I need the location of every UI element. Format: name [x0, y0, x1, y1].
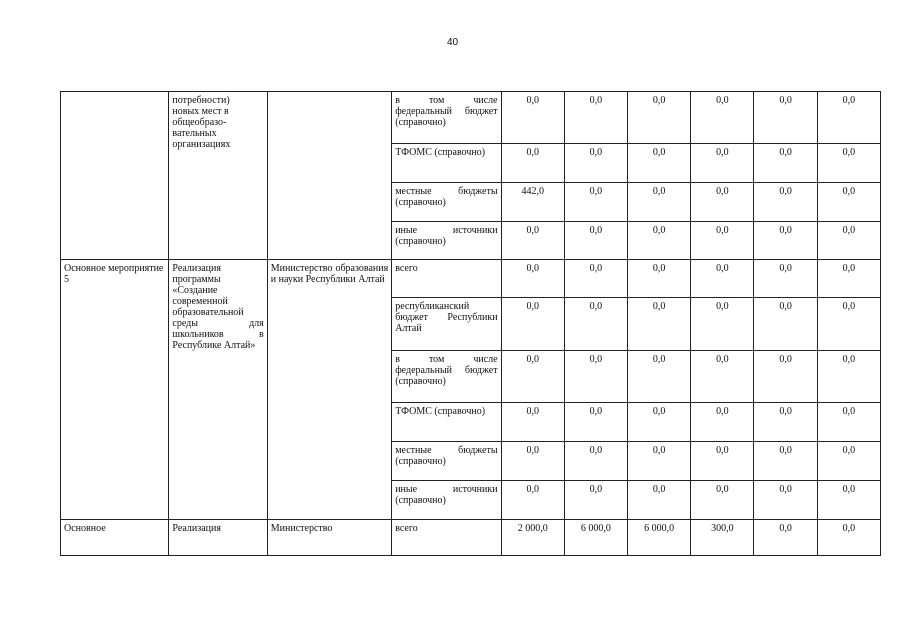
- event-cell: Основное: [61, 520, 169, 556]
- value-cell: 0,0: [754, 403, 817, 442]
- value-cell: 0,0: [691, 351, 754, 403]
- value-cell: 0,0: [754, 144, 817, 183]
- value-cell: 6 000,0: [628, 520, 691, 556]
- value-cell: 6 000,0: [564, 520, 627, 556]
- event-cell: Основное мероприятие 5: [61, 260, 169, 520]
- value-cell: 0,0: [817, 403, 880, 442]
- value-cell: 0,0: [691, 298, 754, 351]
- value-cell: 0,0: [564, 260, 627, 298]
- value-cell: 0,0: [501, 481, 564, 520]
- value-cell: 0,0: [564, 144, 627, 183]
- value-cell: 0,0: [628, 144, 691, 183]
- value-cell: 0,0: [754, 351, 817, 403]
- value-cell: 0,0: [628, 442, 691, 481]
- value-cell: 0,0: [754, 260, 817, 298]
- value-cell: 0,0: [501, 260, 564, 298]
- value-cell: 0,0: [691, 403, 754, 442]
- value-cell: 0,0: [691, 183, 754, 222]
- value-cell: 0,0: [817, 481, 880, 520]
- page-number: 40: [446, 37, 459, 48]
- value-cell: 0,0: [817, 92, 880, 144]
- value-cell: 0,0: [817, 520, 880, 556]
- value-cell: 0,0: [691, 222, 754, 260]
- value-cell: 0,0: [564, 481, 627, 520]
- value-cell: 0,0: [564, 222, 627, 260]
- value-cell: 0,0: [564, 183, 627, 222]
- description-cell: Реализация: [169, 520, 267, 556]
- event-cell: [61, 92, 169, 260]
- value-cell: 0,0: [628, 260, 691, 298]
- value-cell: 0,0: [628, 351, 691, 403]
- funding-source-cell: местные бюджеты (справочно): [392, 183, 501, 222]
- value-cell: 0,0: [817, 442, 880, 481]
- value-cell: 0,0: [754, 298, 817, 351]
- value-cell: 0,0: [754, 183, 817, 222]
- value-cell: 0,0: [691, 442, 754, 481]
- value-cell: 2 000,0: [501, 520, 564, 556]
- value-cell: 0,0: [501, 144, 564, 183]
- description-cell: потребности) новых мест в общеобразо- вательных организациях: [169, 92, 267, 260]
- table-row: [61, 92, 881, 144]
- value-cell: 0,0: [628, 183, 691, 222]
- value-cell: 0,0: [501, 92, 564, 144]
- value-cell: 0,0: [628, 92, 691, 144]
- value-cell: 0,0: [501, 351, 564, 403]
- executor-cell: [267, 92, 391, 260]
- value-cell: 442,0: [501, 183, 564, 222]
- funding-source-cell: в том числе федеральный бюджет (справочно): [392, 92, 501, 144]
- value-cell: 0,0: [817, 222, 880, 260]
- executor-cell: Министерство образования и науки Республики Алтай: [267, 260, 391, 520]
- value-cell: 0,0: [628, 481, 691, 520]
- value-cell: 0,0: [564, 298, 627, 351]
- value-cell: 0,0: [754, 222, 817, 260]
- funding-source-cell: ТФОМС (справочно): [392, 144, 501, 183]
- value-cell: 0,0: [501, 222, 564, 260]
- value-cell: 0,0: [817, 260, 880, 298]
- value-cell: 0,0: [501, 442, 564, 481]
- table-row: [61, 260, 881, 298]
- table-row: [61, 520, 881, 556]
- value-cell: 0,0: [691, 92, 754, 144]
- value-cell: 0,0: [691, 260, 754, 298]
- funding-source-cell: иные источники (справочно): [392, 222, 501, 260]
- value-cell: 0,0: [501, 298, 564, 351]
- funding-source-cell: всего: [392, 520, 501, 556]
- value-cell: 0,0: [817, 351, 880, 403]
- executor-cell: Министерство: [267, 520, 391, 556]
- value-cell: 300,0: [691, 520, 754, 556]
- value-cell: 0,0: [817, 183, 880, 222]
- funding-table: [60, 91, 881, 556]
- value-cell: 0,0: [691, 144, 754, 183]
- value-cell: 0,0: [754, 520, 817, 556]
- funding-source-cell: иные источники (справочно): [392, 481, 501, 520]
- value-cell: 0,0: [564, 442, 627, 481]
- value-cell: 0,0: [628, 403, 691, 442]
- funding-source-cell: в том числе федеральный бюджет (справочно): [392, 351, 501, 403]
- value-cell: 0,0: [754, 481, 817, 520]
- value-cell: 0,0: [754, 92, 817, 144]
- value-cell: 0,0: [628, 298, 691, 351]
- value-cell: 0,0: [628, 222, 691, 260]
- value-cell: 0,0: [501, 403, 564, 442]
- value-cell: 0,0: [817, 298, 880, 351]
- value-cell: 0,0: [754, 442, 817, 481]
- value-cell: 0,0: [691, 481, 754, 520]
- value-cell: 0,0: [564, 351, 627, 403]
- funding-source-cell: ТФОМС (справочно): [392, 403, 501, 442]
- value-cell: 0,0: [564, 92, 627, 144]
- value-cell: 0,0: [817, 144, 880, 183]
- funding-source-cell: местные бюджеты (справочно): [392, 442, 501, 481]
- description-cell: Реализация программы «Создание современной образовательной среды для школьников в Республике Алтай»: [169, 260, 267, 520]
- funding-source-cell: республиканский бюджет Республики Алтай: [392, 298, 501, 351]
- funding-source-cell: всего: [392, 260, 501, 298]
- value-cell: 0,0: [564, 403, 627, 442]
